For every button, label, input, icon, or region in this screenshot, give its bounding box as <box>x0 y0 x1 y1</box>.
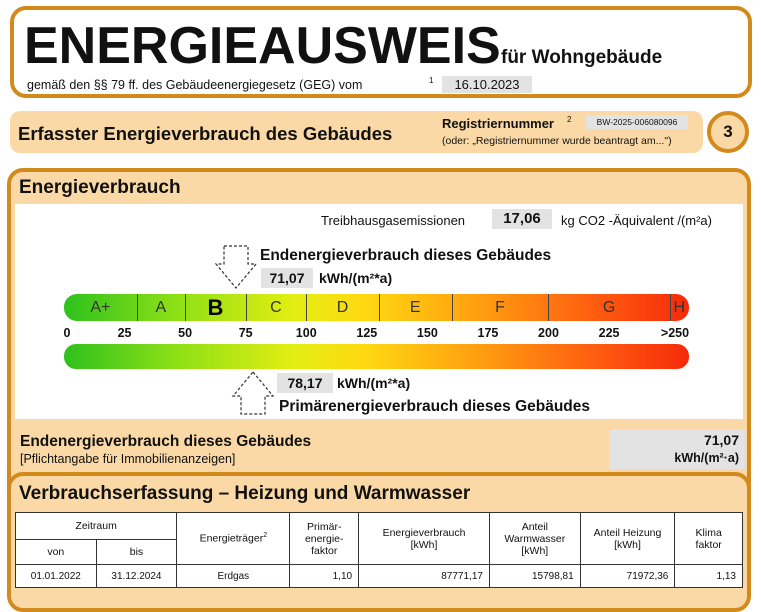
energy-class-e: E <box>409 299 421 316</box>
scale-tick-label: 100 <box>295 326 317 340</box>
page-number-badge: 3 <box>707 111 749 153</box>
scale-tick-label: 0 <box>63 326 71 340</box>
cell-traeger: Erdgas <box>177 565 290 588</box>
primary-energy-scale <box>64 344 689 369</box>
header-heizung: Anteil Heizung [kWh] <box>580 513 675 565</box>
header-zeitraum: Zeitraum <box>16 513 177 540</box>
table-row <box>16 565 743 588</box>
cell-warmwasser: 15798,81 <box>489 565 580 588</box>
consumption-recording-section <box>7 472 751 612</box>
class-divider <box>185 294 186 321</box>
registration-bar <box>10 111 703 153</box>
header-von: von <box>16 540 97 565</box>
class-divider <box>137 294 138 321</box>
energy-class-b: B <box>207 295 224 320</box>
energy-scale-panel <box>15 204 743 419</box>
mandatory-value: 71,07 <box>703 432 739 448</box>
cell-faktor: 1,10 <box>290 565 359 588</box>
header-warmwasser: Anteil Warmwasser [kWh] <box>489 513 580 565</box>
registration-note: (oder: „Registriernummer wurde beantragt am...") <box>442 135 672 147</box>
scale-tick-label: 75 <box>238 326 253 340</box>
primary-energy-label: Primärenergieverbrauch dieses Gebäudes <box>279 398 591 415</box>
class-divider <box>548 294 549 321</box>
class-divider <box>670 294 671 321</box>
mandatory-note: [Pflichtangabe für Immobilienanzeigen] <box>20 452 236 466</box>
scale-tick-label: 150 <box>416 326 438 340</box>
header-klima: Klima faktor <box>675 513 743 565</box>
cell-klima: 1,13 <box>675 565 743 588</box>
final-energy-arrow-icon <box>214 244 258 290</box>
primary-energy-value-field: 78,17 <box>277 373 333 393</box>
footnote-marker: 1 <box>429 76 434 85</box>
footnote-marker: 2 <box>567 115 572 124</box>
final-energy-value-field: 71,07 <box>261 268 313 288</box>
cell-bis: 31.12.2024 <box>96 565 177 588</box>
energy-class-a: A <box>155 299 167 316</box>
energy-section-title: Energieverbrauch <box>19 177 181 198</box>
energy-class-aplus: A+ <box>90 299 111 316</box>
cell-verbrauch: 87771,17 <box>359 565 490 588</box>
law-date-field: 16.10.2023 <box>442 76 532 93</box>
scale-tick-label: 25 <box>117 326 132 340</box>
document-title: ENERGIEAUSWEIS <box>24 17 501 75</box>
energy-class-f: F <box>495 299 505 316</box>
registration-section-title: Erfasster Energieverbrauch des Gebäudes <box>18 123 393 144</box>
final-energy-label: Endenergieverbrauch dieses Gebäudes <box>260 247 552 264</box>
ghg-value-field: 17,06 <box>492 209 552 229</box>
registration-number-field: BW-2025-006080096 <box>586 115 688 129</box>
primary-energy-unit: kWh/(m²*a) <box>337 375 411 391</box>
consumption-section-title: Verbrauchserfassung – Heizung und Warmwasser <box>19 483 471 504</box>
class-divider <box>379 294 380 321</box>
cell-heizung: 71972,36 <box>580 565 675 588</box>
mandatory-final-energy-label: Endenergieverbrauch dieses Gebäudes <box>20 433 312 450</box>
energy-class-c: C <box>270 299 282 316</box>
registration-label: Registriernummer <box>442 116 554 131</box>
ghg-unit: kg CO2 -Äquivalent /(m²a) <box>561 213 712 228</box>
energy-class-d: D <box>336 299 349 316</box>
consumption-table <box>15 512 743 588</box>
ghg-label: Treibhausgasemissionen <box>321 213 466 228</box>
energy-class-g: G <box>602 299 616 316</box>
class-divider <box>246 294 247 321</box>
scale-tick-label: 225 <box>598 326 620 340</box>
cell-von: 01.01.2022 <box>16 565 97 588</box>
header-energietraeger: Energieträger$^2$ <box>177 513 290 565</box>
class-divider <box>306 294 307 321</box>
class-divider <box>452 294 453 321</box>
header-box <box>10 6 752 98</box>
scale-tick-label: 50 <box>178 326 193 340</box>
energy-class-h: H <box>673 299 686 316</box>
efficiency-class-scale <box>64 294 689 321</box>
scale-tick-label: >250 <box>660 326 690 340</box>
document-subtitle: für Wohngebäude <box>501 47 663 68</box>
legal-basis: gemäß den §§ 79 ff. des Gebäudeenergiegesetz (GEG) vom <box>27 78 363 92</box>
scale-tick-label: 125 <box>356 326 378 340</box>
mandatory-value-box <box>609 429 745 469</box>
header-bis: bis <box>96 540 177 565</box>
scale-tick-label: 175 <box>477 326 499 340</box>
header-energieverbrauch: Energieverbrauch [kWh] <box>359 513 490 565</box>
scale-tick-label: 200 <box>538 326 559 340</box>
final-energy-unit: kWh/(m²*a) <box>319 270 393 286</box>
mandatory-unit: kWh/(m²·a) <box>674 451 739 465</box>
primary-energy-arrow-icon <box>231 370 275 416</box>
header-primaerfaktor: Primär- energie- faktor <box>290 513 359 565</box>
